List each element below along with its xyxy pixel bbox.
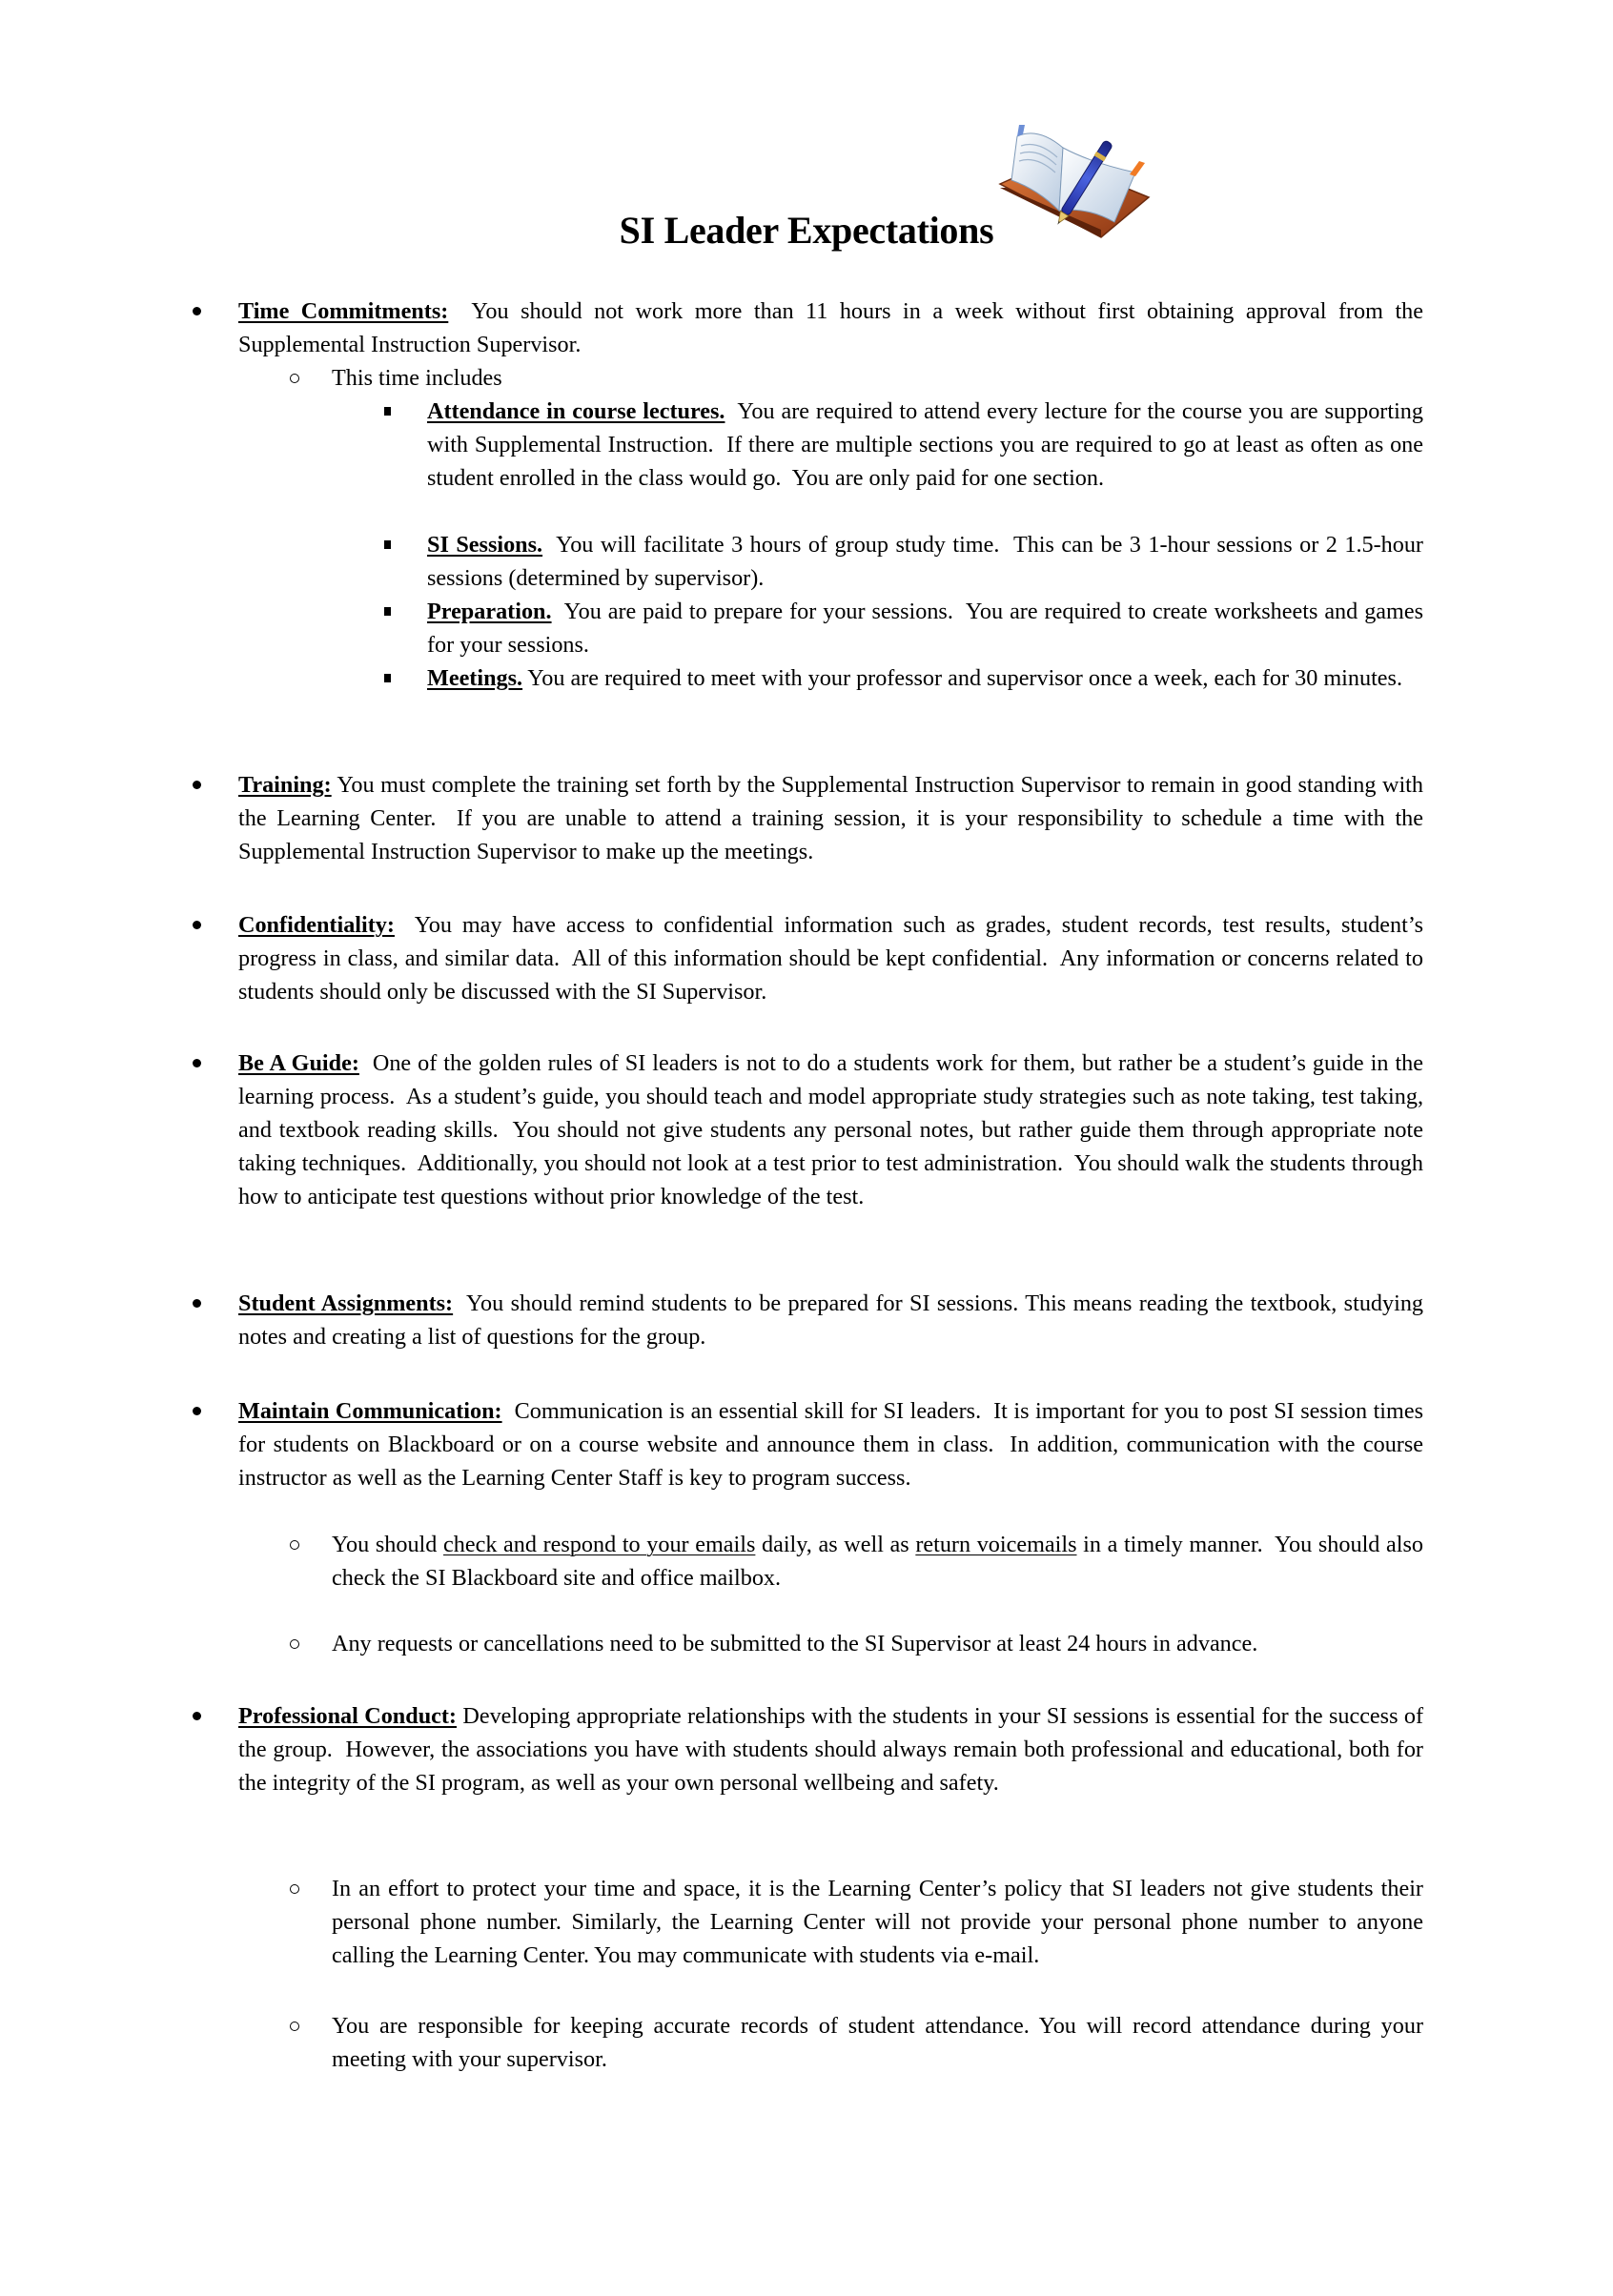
bullet-circle-icon <box>285 361 304 395</box>
section-heading: Student Assignments: <box>238 1290 454 1316</box>
bullet-circle-icon <box>285 1627 304 1660</box>
subitem-heading: Attendance in course lectures. <box>427 398 725 424</box>
section-professional-conduct <box>238 1699 1430 1799</box>
subitem-text: You will facilitate 3 hours of group study time. This can be 3 1-hour sessions or 2 1.5-hour sessions (determined by supervisor). <box>427 532 1430 591</box>
subitem-preparation <box>427 595 1430 661</box>
subitem-check-emails <box>332 1528 1430 1595</box>
bullet-disc-icon <box>189 1699 204 1733</box>
subitem-attendance-records <box>332 2009 1423 2076</box>
bullet-disc-icon <box>189 1046 204 1080</box>
section-heading: Time Commitments: <box>238 298 449 324</box>
section-time-commitments <box>238 295 1430 361</box>
bullet-disc-icon <box>189 1287 204 1320</box>
subitem-text: You are responsible for keeping accurate records of student attendance. You will record attendance during your meeting with your supervisor. <box>332 2013 1423 2072</box>
subitem-text: You are required to attend every lecture for the course you are supporting with Supplemental Instruction. If there are multiple sections you are required to go at least as often as one student enrolled in the class would go. You are only paid for one section. <box>427 398 1430 491</box>
subitem-text: You should <box>332 1532 444 1557</box>
page-title: SI Leader Expectations <box>619 209 994 252</box>
section-confidentiality <box>238 908 1430 1008</box>
subitem-text: You are paid to prepare for your sessions. You are required to create worksheets and games for your sessions. <box>427 599 1430 658</box>
subitem-phone-policy <box>332 1872 1423 1972</box>
section-heading: Professional Conduct: <box>238 1703 457 1729</box>
bullet-square-icon <box>379 528 395 561</box>
section-maintain-communication <box>238 1394 1430 1494</box>
open-book-with-pen-icon <box>996 119 1158 253</box>
subitem-text: In an effort to protect your time and space, it is the Learning Center’s policy that SI leaders not give students their personal phone number. Similarly, the Learning Center will not provide your personal phone number to anyone calling the Learning Center. You may communicate with students via e-mail. <box>332 1876 1423 1968</box>
section-text: You must complete the training set forth by the Supplemental Instruction Supervisor to remain in good standing with the Learning Center. If you are unable to attend a training session, it is your responsibility to schedule a time with the Supplemental Instruction Supervisor to make up the meetings. <box>238 772 1430 864</box>
emphasis-return-voicemails: return voicemails <box>915 1532 1077 1557</box>
bullet-square-icon <box>379 395 395 428</box>
subitem-heading: Meetings. <box>427 665 523 691</box>
subitem-text: daily, as well as <box>755 1532 916 1557</box>
subitem-requests-cancellations <box>332 1627 1423 1660</box>
section-student-assignments <box>238 1287 1430 1353</box>
subitem-text: This time includes <box>332 365 502 391</box>
bullet-disc-icon <box>189 768 204 802</box>
subitem-text: You are required to meet with your professor and supervisor once a week, each for 30 minutes. <box>522 665 1402 691</box>
section-text: One of the golden rules of SI leaders is not to do a students work for them, but rather be a student’s guide in the learning process. As a student’s guide, you should teach and model appropriate study strategies such as note taking, test taking, and textbook reading skills. You should not give students any personal notes, but rather guide them through appropriate note taking techniques. Additionally, you should not look at a test prior to test administration. You should walk the students through how to anticipate test questions without prior knowledge of the test. <box>238 1050 1430 1209</box>
bullet-square-icon <box>379 595 395 628</box>
bullet-circle-icon <box>285 2009 304 2042</box>
bullet-disc-icon <box>189 295 204 328</box>
section-text: You should remind students to be prepared for SI sessions. This means reading the textbook, studying notes and creating a list of questions for the group. <box>238 1290 1430 1350</box>
section-text: You should not work more than 11 hours in a week without first obtaining approval from the Supplemental Instruction Supervisor. <box>238 298 1430 357</box>
subitem-text: in a timely manner. You should also check the SI Blackboard site and office mailbox. <box>332 1532 1430 1591</box>
section-heading: Training: <box>238 772 332 798</box>
subitem-meetings <box>427 661 1423 695</box>
section-text: You may have access to confidential information such as grades, student records, test results, student’s progress in class, and similar data. All of this information should be kept confidential. Any information or concerns related to students should only be discussed with the SI Supervisor. <box>238 912 1430 1005</box>
emphasis-check-emails: check and respond to your emails <box>443 1532 756 1557</box>
subitem-attendance <box>427 395 1430 495</box>
subitem-text: Any requests or cancellations need to be submitted to the SI Supervisor at least 24 hours in advance. <box>332 1631 1258 1656</box>
bullet-circle-icon <box>285 1872 304 1905</box>
bullet-square-icon <box>379 661 395 695</box>
bullet-disc-icon <box>189 908 204 942</box>
subitem-this-time-includes <box>332 361 1423 395</box>
section-heading: Maintain Communication: <box>238 1398 502 1424</box>
section-text: Communication is an essential skill for SI leaders. It is important for you to post SI session times for students on Blackboard or on a course website and announce them in class. In addition, communication with the course instructor as well as the Learning Center Staff is key to program success. <box>238 1398 1430 1491</box>
section-be-a-guide <box>238 1046 1430 1213</box>
bullet-disc-icon <box>189 1394 204 1428</box>
bullet-circle-icon <box>285 1528 304 1561</box>
subitem-heading: SI Sessions. <box>427 532 543 558</box>
section-heading: Confidentiality: <box>238 912 395 938</box>
section-heading: Be A Guide: <box>238 1050 359 1076</box>
subitem-si-sessions <box>427 528 1430 595</box>
subitem-heading: Preparation. <box>427 599 552 624</box>
section-text: Developing appropriate relationships with the students in your SI sessions is essential for the success of the group. However, the associations you have with students should always remain both professional and educational, both for the integrity of the SI program, as well as your own personal wellbeing and safety. <box>238 1703 1430 1796</box>
section-training <box>238 768 1430 868</box>
